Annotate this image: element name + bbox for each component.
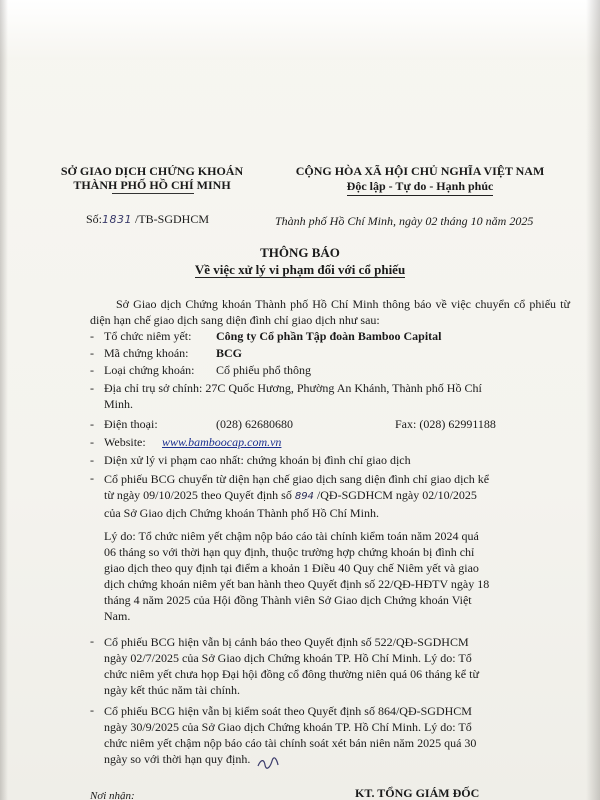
decision-number-stamp: 894 <box>294 491 314 502</box>
item-3-line: Cổ phiếu BCG hiện vẫn bị kiểm soát theo Quyết định số 864/QĐ-SGDHCM <box>104 704 472 718</box>
item-1-reason <box>104 528 570 624</box>
scan-left-shadow <box>0 0 8 800</box>
document-number <box>86 212 209 227</box>
website-label: Website: <box>104 435 146 449</box>
reason-line: Nam. <box>104 609 131 623</box>
org-label: Tổ chức niêm yết: <box>104 329 192 343</box>
item-1-line-3: của Sở Giao dịch Chứng khoán Thành phố Hồ Chí Minh. <box>104 506 379 520</box>
address-line-2: Minh. <box>104 397 134 411</box>
item-2-warning <box>104 634 570 698</box>
national-line-1: CỘNG HÒA XÃ HỘI CHỦ NGHĨA VIỆT NAM <box>295 164 545 178</box>
violation-level: Diện xử lý vi phạm cao nhất: chứng khoán bị đình chỉ giao dịch <box>104 453 411 467</box>
bullet-dash: - <box>90 471 94 485</box>
bullet-dash: - <box>90 634 94 648</box>
item-1-line-1: Cổ phiếu BCG chuyển từ diện hạn chế giao dịch sang diện đình chỉ giao dịch kể <box>104 472 490 486</box>
recipients-label: Nơi nhận: <box>90 790 135 800</box>
item-1-line-2-a: từ ngày 09/10/2025 theo Quyết định số <box>104 488 292 502</box>
item-1-line-2 <box>104 487 570 505</box>
bullet-dash: - <box>90 435 94 449</box>
item-3-line: ngày 30/9/2025 của Sở Giao dịch Chứng khoán TP. Hồ Chí Minh. Lý do: Tổ <box>104 720 472 734</box>
bullet-dash: - <box>90 703 94 717</box>
scan-right-shadow <box>586 0 600 800</box>
fax-value: Fax: (028) 62991188 <box>395 417 496 431</box>
intro-paragraph: Sở Giao dịch Chứng khoán Thành phố Hồ Chí Minh thông báo về việc chuyển cổ phiếu từ diện hạn chế giao dịch sang diện đình chỉ giao dịch như sau: <box>90 297 570 327</box>
issuer-line-1: SỞ GIAO DỊCH CHỨNG KHOÁN <box>60 164 244 178</box>
signer-title <box>355 786 479 800</box>
website-link[interactable]: www.bamboocap.com.vn <box>162 435 282 449</box>
document-subtitle <box>0 262 600 278</box>
initials-mark <box>257 757 279 772</box>
scan-top-edge <box>0 0 600 60</box>
code-label: Mã chứng khoán: <box>104 346 189 360</box>
item-2-line: ngày 02/7/2025 của Sở Giao dịch Chứng khoán TP. Hồ Chí Minh. Lý do: Tổ <box>104 651 472 665</box>
national-header <box>275 164 565 196</box>
issuer-line-2: THÀNH PHỐ HỒ CHÍ MINH <box>73 178 231 192</box>
phone-value: (028) 62680680 <box>216 417 293 431</box>
type-label: Loại chứng khoán: <box>104 363 195 377</box>
item-3-line: ngày so với thời hạn quy định. <box>104 752 251 766</box>
reason-line: giao dịch theo quy định tại điểm a khoản 1 Điều 40 Quy chế Niêm yết và giao <box>104 561 479 575</box>
item-2-line: Cổ phiếu BCG hiện vẫn bị cảnh báo theo Quyết định số 522/QĐ-SGDHCM <box>104 635 469 649</box>
national-motto: Độc lập - Tự do - Hạnh phúc <box>347 179 494 196</box>
item-3-control <box>104 703 570 767</box>
item-2-line: ngày kết thúc năm tài chính. <box>104 683 240 697</box>
signer-title-text: KT. TỔNG GIÁM ĐỐC <box>355 786 480 800</box>
item-1-line-2-b: /QĐ-SGDHCM ngày 02/10/2025 <box>316 488 477 502</box>
address-line-1: Địa chỉ trụ sở chính: 27C Quốc Hương, Phường An Khánh, Thành phố Hồ Chí <box>104 381 482 395</box>
reason-line: dịch chứng khoán niêm yết ban hành theo Quyết định số 22/QĐ-HĐTV ngày 18 <box>104 577 490 591</box>
date-line: Thành phố Hồ Chí Minh, ngày 02 tháng 10 năm 2025 <box>275 214 534 228</box>
bullet-dash: - <box>90 453 94 467</box>
bullet-dash: - <box>90 363 94 377</box>
reason-line: Lý do: Tổ chức niêm yết chậm nộp báo cáo tài chính kiểm toán năm 2024 quá <box>104 529 479 543</box>
code-value: BCG <box>216 346 243 360</box>
doc-no-prefix: Số: <box>86 212 103 226</box>
initials-scribble-icon <box>257 757 279 769</box>
document-subtitle-text: Về việc xử lý vi phạm đối với cổ phiếu <box>194 262 406 277</box>
bullet-dash: - <box>90 381 94 395</box>
document-title: THÔNG BÁO <box>260 245 340 260</box>
reason-line: tháng 4 năm 2025 của Hội đồng Thành viên Sở Giao dịch Chứng khoán Việt <box>104 593 472 607</box>
type-value: Cổ phiếu phổ thông <box>216 363 311 377</box>
issuer-underline <box>112 193 194 194</box>
org-value: Công ty Cổ phần Tập đoàn Bamboo Capital <box>216 329 442 343</box>
item-1-decision <box>104 471 570 521</box>
issuer-header <box>52 164 252 192</box>
item-3-line: chức niêm yết chậm nộp báo cáo tài chính soát xét bán niên năm 2025 quá 30 <box>104 736 477 750</box>
bullet-dash: - <box>90 346 94 360</box>
doc-no-suffix: /TB-SGDHCM <box>135 212 210 226</box>
item-2-line: chức niêm yết chưa họp Đại hội đồng cổ đông thường niên quá 06 tháng kể từ <box>104 667 479 681</box>
doc-no-handwritten: 1831 <box>102 213 133 226</box>
reason-line: 06 tháng so với thời hạn quy định, thuộc trường hợp chứng khoán bị đình chỉ <box>104 545 475 559</box>
bullet-dash: - <box>90 417 94 431</box>
bullet-dash: - <box>90 329 94 343</box>
phone-label: Điện thoại: <box>104 417 158 431</box>
